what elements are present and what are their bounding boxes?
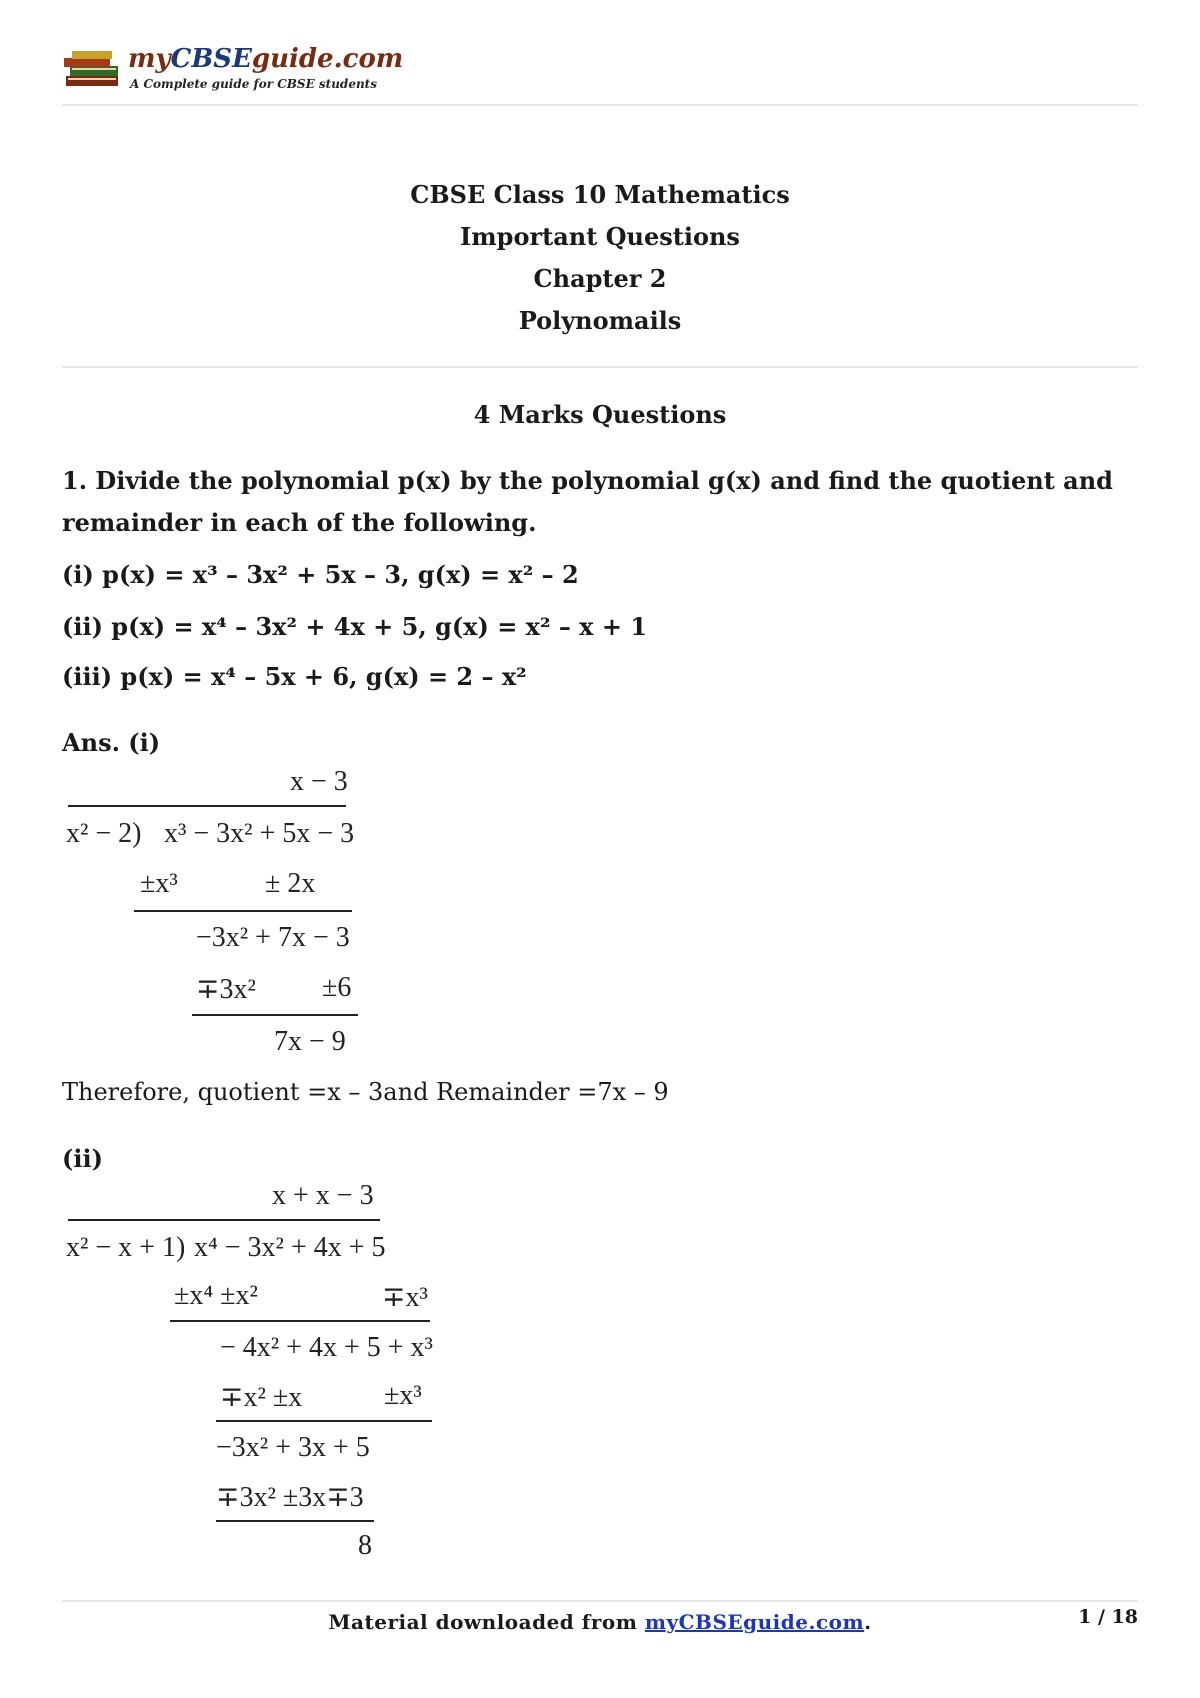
answer-i-step2-term-a: ∓3x²: [196, 974, 256, 1005]
answer-ii-step2-term-b: ±x³: [384, 1380, 422, 1411]
answer-ii-step3-line: [216, 1520, 374, 1522]
footer-site-link[interactable]: myCBSEguide.com: [644, 1610, 865, 1634]
footer-suffix: .: [864, 1610, 872, 1634]
title-line-4: Polynomails: [518, 306, 682, 335]
title-line-3: Chapter 2: [533, 264, 667, 293]
answer-i-step2-term-b: ±6: [322, 972, 352, 1003]
answer-i-dividend: x³ − 3x² + 5x − 3: [164, 818, 355, 849]
answer-ii-remainder-2: −3x² + 3x + 5: [216, 1432, 370, 1463]
logo-tagline: A Complete guide for CBSE students: [130, 77, 377, 91]
site-logo[interactable]: [62, 44, 404, 96]
books-logo-icon: [62, 48, 124, 92]
answer-ii-dividend: x⁴ − 3x² + 4x + 5: [194, 1232, 386, 1263]
logo-title-guide: guide.com: [251, 44, 404, 74]
header-divider: [62, 104, 1138, 106]
answer-i-step2-line: [192, 1014, 358, 1016]
answer-i-label: Ans. (i): [62, 728, 161, 757]
answer-ii-label: (ii): [62, 1144, 103, 1173]
answer-ii-step1-line: [170, 1320, 430, 1322]
footer-credit: [0, 1610, 1200, 1634]
answer-ii-final-remainder: 8: [358, 1530, 372, 1561]
title-line-2: Important Questions: [460, 222, 740, 251]
answer-i-divisor: x² − 2): [66, 818, 142, 849]
logo-title-my: my: [128, 44, 171, 74]
answer-i-division-bar: [68, 805, 346, 807]
section-heading: 4 Marks Questions: [473, 400, 727, 429]
question-text-line-1: 1. Divide the polynomial p(x) by the polynomial g(x) and find the quotient and: [62, 466, 1113, 495]
answer-i-step1-term-a: ±x³: [140, 868, 178, 899]
answer-ii-divisor: x² − x + 1): [66, 1232, 186, 1263]
answer-ii-step2-line: [216, 1420, 432, 1422]
answer-ii-step1-term-a: ±x⁴ ±x²: [174, 1280, 258, 1311]
answer-ii-division-bar: [68, 1219, 380, 1221]
answer-i-step1-term-b: ± 2x: [265, 868, 316, 899]
answer-ii-step3: ∓3x² ±3x∓3: [216, 1482, 364, 1513]
question-part-ii: (ii) p(x) = x⁴ – 3x² + 4x + 5, g(x) = x² – x + 1: [62, 612, 648, 641]
answer-ii-remainder-1: − 4x² + 4x + 5 + x³: [220, 1332, 433, 1363]
footer-prefix: Material downloaded from: [328, 1610, 645, 1634]
title-line-1: CBSE Class 10 Mathematics: [410, 180, 790, 209]
answer-ii-quotient: x + x − 3: [272, 1180, 374, 1211]
footer-divider: [62, 1600, 1138, 1602]
answer-i-step1-line: [134, 910, 352, 912]
answer-ii-step2-term-a: ∓x² ±x: [220, 1382, 303, 1413]
answer-ii-step1-term-b: ∓x³: [382, 1282, 428, 1313]
answer-i-conclusion: Therefore, quotient =x – 3and Remainder =7x – 9: [62, 1078, 669, 1106]
question-text-line-2: remainder in each of the following.: [62, 508, 537, 537]
page-number: 1 / 18: [1078, 1606, 1138, 1628]
question-part-i: (i) p(x) = x³ – 3x² + 5x – 3, g(x) = x² – 2: [62, 560, 579, 589]
logo-title-cbse: CBSE: [170, 44, 252, 74]
answer-i-quotient: x − 3: [290, 766, 348, 797]
question-part-iii: (iii) p(x) = x⁴ – 5x + 6, g(x) = 2 – x²: [62, 662, 527, 691]
title-divider: [62, 366, 1138, 368]
answer-i-final-remainder: 7x − 9: [274, 1026, 346, 1057]
answer-i-remainder-1: −3x² + 7x − 3: [196, 922, 350, 953]
